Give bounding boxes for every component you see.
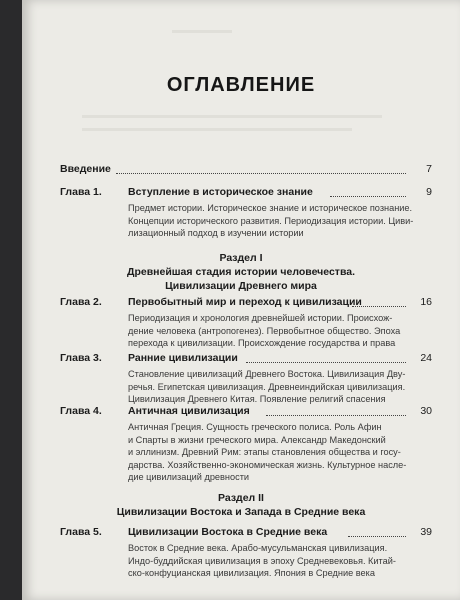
chapter-title: Вступление в историческое знание xyxy=(128,186,313,198)
desc-line: ско-конфуцианская цивилизация. Япония в Средние века xyxy=(128,568,375,578)
chapter-description xyxy=(128,202,414,240)
book-page xyxy=(22,0,460,600)
section-heading xyxy=(22,491,460,519)
dot-leader xyxy=(116,173,406,174)
desc-line: Восток в Средние века. Арабо-мусульманская цивилизация. xyxy=(128,543,388,553)
toc-page-number: 30 xyxy=(420,405,432,417)
chapter-title: Первобытный мир и переход к цивилизации xyxy=(128,296,362,308)
desc-line: Цивилизация Древнего Китая. Появление религий спасения xyxy=(128,394,386,404)
desc-line: Индо-буддийская цивилизация в эпоху Средневековья. Китай- xyxy=(128,555,396,566)
chapter-title: Ранние цивилизации xyxy=(128,352,238,364)
toc-page-number: 9 xyxy=(426,186,432,198)
section-number: Раздел I xyxy=(219,252,263,264)
dot-leader xyxy=(266,415,406,416)
desc-line: лизационный подход в изучении истории xyxy=(128,228,304,238)
section-heading xyxy=(22,251,460,293)
chapter-label: Глава 2. xyxy=(60,296,102,308)
page-title: ОГЛАВЛЕНИЕ xyxy=(166,74,316,96)
chapter-label: Глава 4. xyxy=(60,405,102,417)
desc-line: дие цивилизаций древности xyxy=(128,472,250,482)
desc-line: и Спарты в жизни греческого мира. Александр Македонский xyxy=(128,434,386,445)
toc-page-number: 16 xyxy=(420,296,432,308)
section-title-line: Цивилизации Востока и Запада в Средние века xyxy=(116,506,366,518)
dot-leader xyxy=(246,362,406,363)
dot-leader xyxy=(330,196,406,197)
toc-intro-label: Введение xyxy=(60,163,111,175)
toc-page-number: 7 xyxy=(426,163,432,175)
section-title-line: Цивилизации Древнего мира xyxy=(165,280,317,292)
bleed-through-text xyxy=(82,128,352,131)
dot-leader xyxy=(352,306,406,307)
toc-page-number: 39 xyxy=(420,526,432,538)
desc-line: Предмет истории. Историческое знание и историческое познание. xyxy=(128,203,413,213)
chapter-label: Глава 1. xyxy=(60,186,102,198)
bleed-through-text xyxy=(172,30,232,33)
dot-leader xyxy=(348,536,406,537)
desc-line: Становление цивилизаций Древнего Востока. Цивилизация Дву- xyxy=(128,369,406,379)
desc-line: Периодизация и хронология древнейшей истории. Происхож- xyxy=(128,313,393,323)
toc-page-number: 24 xyxy=(420,352,432,364)
desc-line: дение человека (антропогенез). Первобытное общество. Эпоха xyxy=(128,325,401,336)
desc-line: дарства. Хозяйственно-экономическая жизнь. Культурное насле- xyxy=(128,459,407,470)
chapter-description xyxy=(128,421,407,484)
desc-line: Античная Греция. Сущность греческого полиса. Роль Афин xyxy=(128,422,382,432)
bleed-through-text xyxy=(82,115,382,118)
section-number: Раздел II xyxy=(218,492,264,504)
section-title-line: Древнейшая стадия истории человечества. xyxy=(126,266,356,278)
chapter-description xyxy=(128,312,401,350)
chapter-label: Глава 3. xyxy=(60,352,102,364)
desc-line: перехода к цивилизации. Происхождение государства и права xyxy=(128,338,396,348)
desc-line: речья. Египетская цивилизация. Древнеиндийская цивилизация. xyxy=(128,381,406,392)
desc-line: Концепции исторического развития. Периодизация истории. Циви- xyxy=(128,215,414,226)
chapter-description xyxy=(128,368,406,406)
chapter-description xyxy=(128,542,396,580)
chapter-title: Античная цивилизация xyxy=(128,405,250,417)
desc-line: и эллинизм. Древний Рим: этапы становления общества и госу- xyxy=(128,447,401,457)
chapter-label: Глава 5. xyxy=(60,526,102,538)
chapter-title: Цивилизации Востока в Средние века xyxy=(128,526,328,538)
